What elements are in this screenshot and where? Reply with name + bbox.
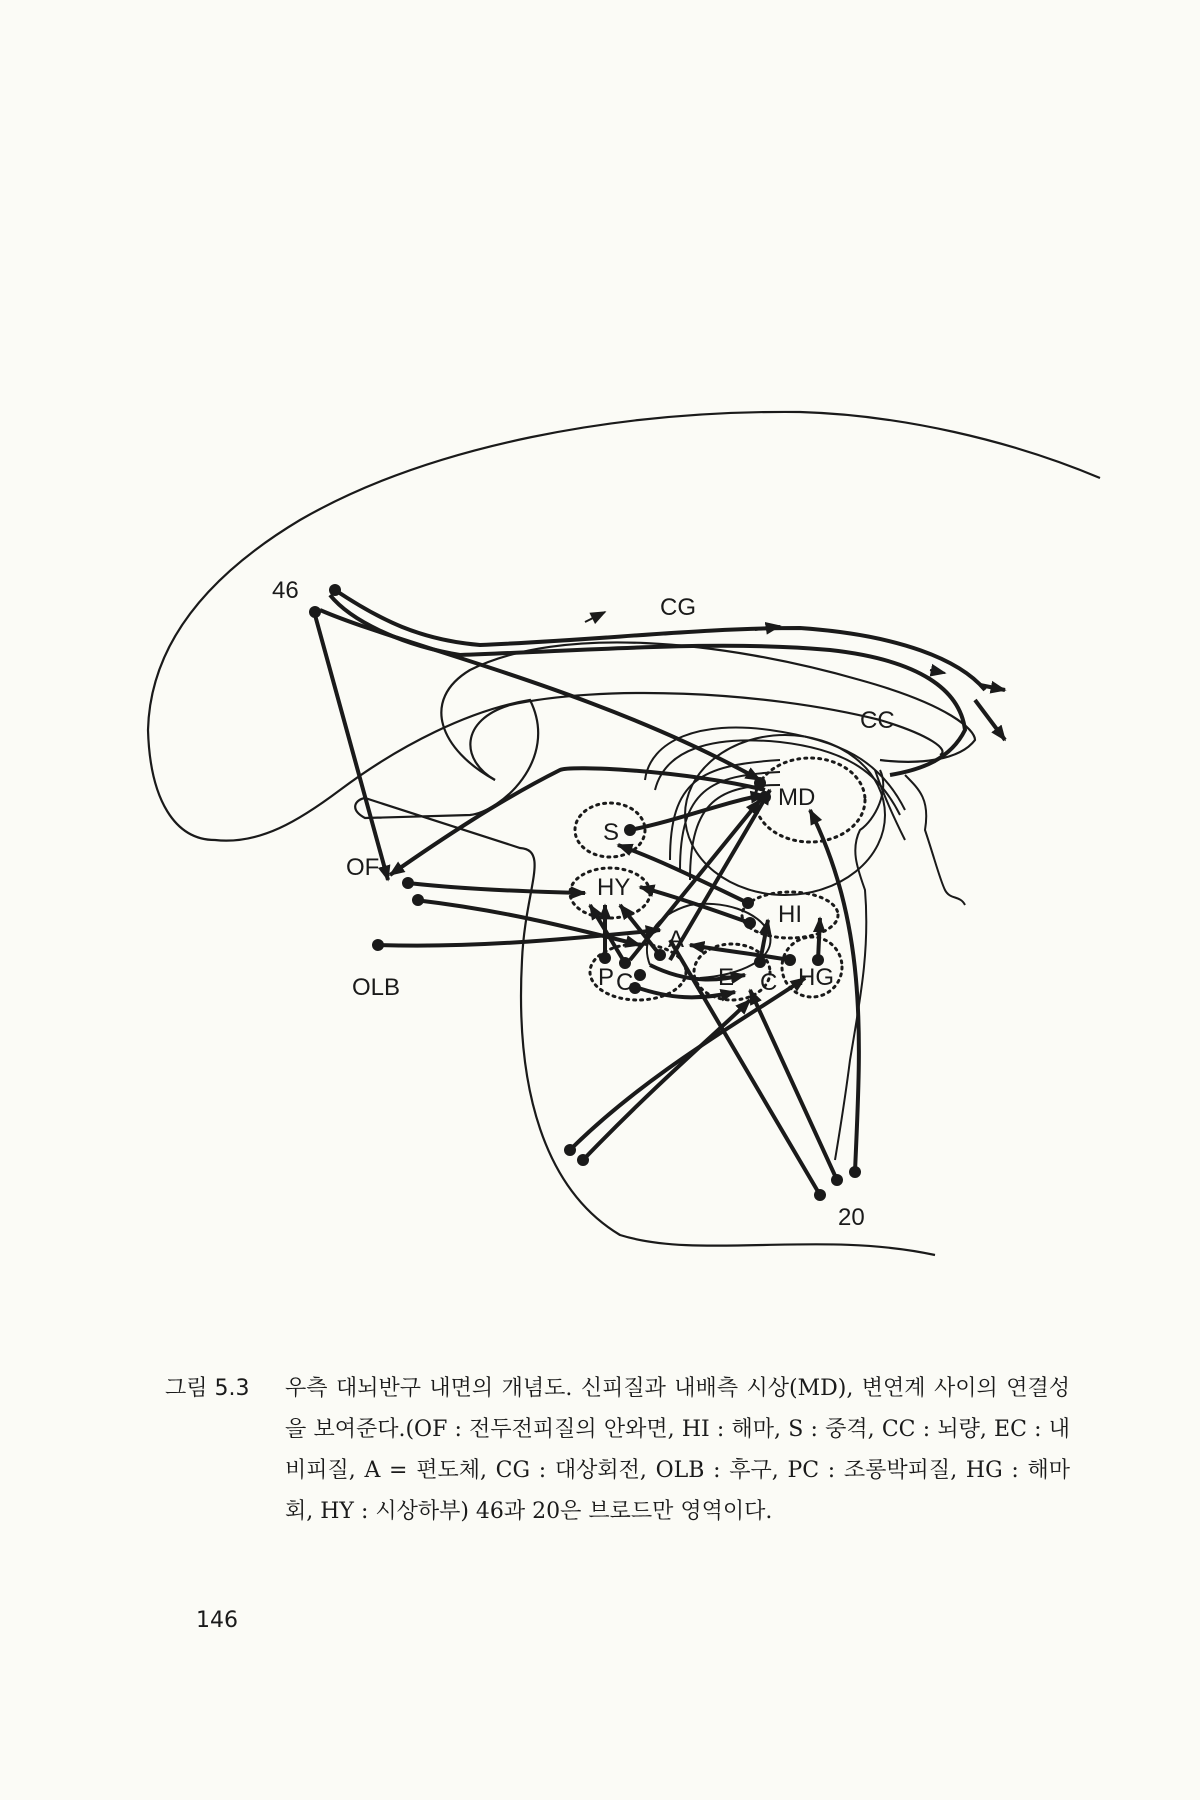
label-c: C — [760, 969, 778, 996]
label-hy: HY — [597, 874, 631, 901]
label-olb: OLB — [352, 974, 401, 1001]
figure-number: 그림 5.3 — [165, 1376, 250, 1401]
figure-caption — [165, 1368, 1070, 1532]
label-hi: HI — [778, 901, 802, 928]
label-md: MD — [778, 784, 816, 811]
label-hg: HG — [798, 964, 834, 991]
brainstem-tail — [905, 775, 965, 905]
label-46: 46 — [272, 577, 299, 604]
cg-bundle-lower — [330, 595, 965, 775]
md-circle — [685, 735, 885, 895]
label-cg: CG — [660, 594, 696, 621]
arrow-20-hg-2 — [583, 1000, 750, 1160]
label-pc-c: C — [616, 969, 634, 996]
arrow-of-hy — [408, 883, 585, 893]
label-20: 20 — [838, 1204, 865, 1231]
label-p: P — [598, 964, 615, 991]
label-e: E — [718, 964, 735, 991]
arrow-hg-hi — [818, 918, 820, 960]
brain-outline — [148, 412, 1100, 1255]
page-number: 146 — [196, 1608, 238, 1633]
arrow-46-of — [315, 615, 388, 880]
caption-text: 우측 대뇌반구 내면의 개념도. 신피질과 내배측 시상(MD), 변연계 사이의 연결성을 보여준다.(OF : 전두전피질의 안와면, HI : 해마, S : 중격, CC : 뇌량, EC : 내비피질, A = 편도체, CG : 대상회전, OLB : 후구, PC : 조롱박피질, HG : 해마회, HY : 시상하부) 46과 20은 브로드만 영역이다. — [285, 1376, 1070, 1524]
label-a: A — [668, 926, 685, 953]
arrow-20-hg-1 — [570, 978, 805, 1150]
arrow-20-md — [810, 810, 859, 1172]
label-cc: CC — [860, 707, 895, 734]
label-s: S — [603, 819, 620, 846]
label-of: OF — [346, 854, 380, 881]
